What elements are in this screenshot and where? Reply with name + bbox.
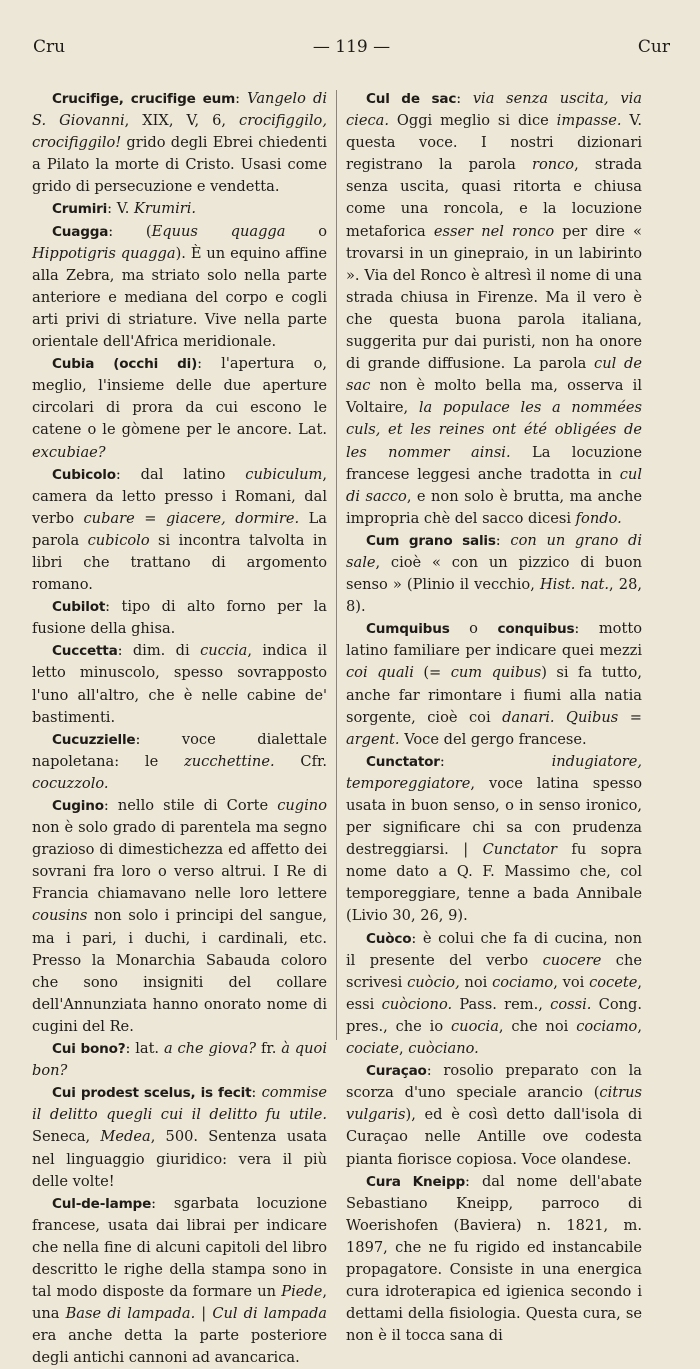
entry-text: noi (459, 973, 493, 991)
entry-italic-text: Medea (100, 1128, 151, 1146)
entry-italic-text: cuòcio, (407, 973, 460, 991)
entry-text: , e non solo è brutta, ma anche impropria chè del sacco dicesi (346, 487, 642, 527)
entry-text: Cfr. (274, 752, 328, 770)
entry-text: che scrivesi (346, 951, 642, 991)
entry-italic-text: citrus vulgaris (346, 1084, 642, 1124)
right-column (346, 88, 642, 1347)
entry-text: : ( (108, 222, 152, 240)
entry-text: o (285, 222, 328, 240)
entry-text: : (251, 1084, 262, 1102)
entry-italic-text: cul di sacco (346, 465, 642, 505)
entry-headword: Cuagga (52, 223, 109, 240)
entry-text: : V. (107, 200, 134, 218)
entry-text: , voi (553, 973, 590, 991)
entry-text: , cioè « con un pizzico di buon senso » (Plinio il vecchio, (346, 553, 642, 594)
dictionary-entry (32, 353, 327, 463)
entry-italic-text: Krumiri. (133, 200, 197, 218)
entry-italic-text: via senza uscita, via cieca. (346, 90, 642, 130)
entry-italic-text: Base di lampada. (65, 1305, 196, 1323)
entry-italic-text: à quoi bon? (32, 1040, 327, 1080)
entry-text: : motto latino familiare per indicare quei mezzi (346, 620, 642, 660)
entry-italic-text: Hippotigris quagga (32, 244, 176, 262)
entry-headword: Cunctator (366, 753, 440, 770)
entry-italic-text: cuccia (200, 642, 248, 660)
entry-italic-text: zucchettine. (184, 752, 275, 770)
entry-italic-text: excubiae? (32, 443, 106, 461)
entry-text: : (439, 752, 552, 770)
dictionary-entry (32, 464, 327, 597)
entry-italic-text: Cul di lampada (212, 1305, 327, 1323)
entry-italic-text: cugino (277, 797, 327, 814)
entry-text: non è molto bella ma, osserva il Voltaire, (346, 377, 642, 417)
entry-italic-text: indugiatore, temporeggiatore (346, 752, 642, 792)
entry-italic-text: cul de sac (346, 355, 643, 395)
dictionary-entry (32, 1038, 327, 1082)
entry-text: , indica il letto minuscolo, spesso sovrapposto l'uno all'altro, che è nelle cabine de' bastimenti. (32, 642, 327, 726)
entry-italic-text: con un grano di sale (346, 531, 642, 571)
entry-italic-text: cociamo (576, 1017, 638, 1035)
entry-text: : dal nome dell'abate Sebastiano Kneipp, parroco di Woerishofen (Baviera) n. 1821, m. 1897, che ne fu rigido ed instancabile propagatore. Consiste in una energica cura idroterapica ed igienica secondo i dettami della fisiologia. Questa cura, se non è il tocca sana di (346, 1172, 642, 1345)
entry-text: ) si fa tutto, anche far rimontare i fiumi alla natia sorgente, cioè coi (346, 664, 642, 726)
entry-italic-text: cossi. (550, 995, 592, 1013)
entry-text: : rosolio preparato con la scorza d'uno speciale arancio ( (346, 1062, 642, 1102)
entry-text: | (195, 1305, 213, 1323)
entry-italic-text: Equus quagga (151, 222, 286, 240)
entry-headword: Cubia (occhi di) (52, 356, 198, 373)
entry-italic-text: cubiculum (245, 465, 323, 483)
entry-text: Pass. rem., (452, 995, 551, 1013)
entry-headword: Cui prodest scelus, is fecit (52, 1085, 252, 1102)
entry-text: : tipo di alto forno per la fusione della ghisa. (32, 598, 327, 638)
entry-italic-text: Cunctator (482, 841, 557, 859)
entry-headword: Cubilot (52, 599, 106, 616)
entry-italic-text: cuocia (451, 1017, 499, 1035)
entry-italic-text: cociamo (492, 973, 554, 991)
entry-italic-text: cuòciano. (408, 1040, 479, 1058)
entry-text: , una (32, 1283, 327, 1323)
entry-text: : dal latino (115, 465, 246, 483)
entry-italic-text: fondo. (575, 509, 622, 527)
entry-italic-text: esser nel ronco (433, 222, 555, 240)
entry-text: , 500. Sentenza usata nel linguaggio giuridico: vera il più delle volte! (32, 1128, 327, 1190)
entry-italic-text: cociate (346, 1040, 400, 1058)
entry-text: , (637, 1017, 642, 1035)
entry-text: , 28, 8). (346, 576, 642, 616)
entry-italic-text: commise il delitto quegli cui il delitto fu utile. (32, 1084, 327, 1124)
entry-italic-text: impasse. (556, 112, 622, 130)
entry-text: : lat. (125, 1040, 164, 1058)
entry-text: (= (413, 664, 451, 682)
entry-headword: Cui bono? (52, 1041, 126, 1058)
entry-headword: Curaçao (366, 1063, 427, 1080)
dictionary-entry (346, 88, 642, 530)
entry-italic-text: cuòciono. (381, 995, 453, 1013)
dictionary-entry (32, 596, 327, 640)
entry-text: grido degli Ebrei chiedenti a Pilato la morte di Cristo. Usasi come grido di persecuzione e vendetta. (32, 134, 327, 196)
dictionary-entry (32, 795, 327, 1038)
entry-italic-text: ronco (531, 156, 575, 174)
dictionary-entry (32, 88, 327, 198)
entry-headword: Cumquibus (366, 621, 450, 638)
entry-text: si incontra talvolta in libri che trattano di argomento romano. (32, 531, 328, 594)
entry-text: , strada senza uscita, quasi ritorta e chiusa come una roncola, e la locuzione metaforica (346, 156, 642, 240)
entry-italic-text: la populace les a nommées culs, et les reines ont été obligées de les nommer ainsi. (346, 399, 643, 461)
entry-text: ). È un equino affine alla Zebra, ma striato solo nella parte anteriore e mediana del corpo e cogli arti privi di striature. Vive nella parte orientale dell'Africa meridionale. (32, 244, 328, 351)
entry-text: ), ed è così detto dall'isola di Curaçao nelle Antille ove codesta pianta fiorisce copiosa. Voce olandese. (346, 1106, 642, 1168)
entry-headword: Cugino (52, 798, 104, 814)
entry-italic-text: coi quali (346, 664, 414, 682)
dictionary-entry (32, 729, 327, 795)
entry-italic-text: Piede (281, 1283, 323, 1301)
entry-headword: Cuòco (366, 930, 412, 947)
entry-headword: Cul-de-lampe (52, 1195, 152, 1212)
dictionary-entry (32, 640, 327, 728)
entry-italic-text: cum quibus (450, 664, 542, 682)
entry-headword: Crumiri (52, 201, 108, 218)
dictionary-entry (346, 618, 642, 751)
entry-connector: o (449, 620, 498, 638)
left-column (32, 88, 327, 1369)
entry-headword: Cura Kneipp (366, 1173, 466, 1190)
dictionary-entry (346, 751, 642, 928)
page-header (33, 36, 670, 58)
entry-headword: Cum grano salis (366, 532, 496, 549)
entry-text: fr. (256, 1040, 282, 1058)
entry-italic-text: cocuzzolo. (32, 774, 109, 792)
page-number: — 119 — (312, 37, 391, 57)
entry-text: : sgarbata locuzione francese, usata dai librai per indicare che nella fine di alcuni capitoli del libro descritto le righe della stampa sono in tal modo disposte da formare un (32, 1194, 327, 1301)
entry-italic-text: danari. Quibus = argent. (346, 708, 642, 748)
entry-text: era anche detta la parte posteriore degli antichi cannoni ad avancarica. (32, 1327, 327, 1367)
dictionary-entry (32, 1082, 327, 1192)
entry-text: , (399, 1040, 409, 1058)
entry-text: , voce latina spesso usata in buon senso, o in senso ironico, per significare chi sa con prudenza destreggiarsi. | (346, 774, 642, 859)
entry-headword: Cul de sac (366, 91, 457, 107)
entry-text: : (456, 90, 473, 107)
entry-text: : nello stile di Corte (103, 797, 278, 814)
dictionary-entry (32, 1193, 327, 1369)
entry-text: , camera da letto presso i Romani, dal verbo (32, 465, 327, 527)
entry-text: Seneca, (32, 1128, 101, 1146)
entry-text: fu sopra nome dato a Q. F. Massimo che, col temporeggiare, tenne a bada Annibale (Livio 30, 26, 9). (346, 841, 642, 925)
entry-italic-text: cousins (32, 907, 88, 925)
entry-text: : (235, 90, 248, 107)
entry-text: : voce dialettale napoletana: le (32, 730, 327, 770)
entry-italic-text: cuocere (542, 951, 602, 969)
entry-italic-text: crocifiggilo, crocifiggilo! (32, 112, 327, 152)
entry-text: : l'apertura o, meglio, l'insieme delle due aperture circolari di prora da cui escono le catene o le gòmene per le ancore. Lat. (32, 355, 327, 439)
header-right-guide-word: Cur (637, 37, 670, 57)
entry-text: , essi (346, 973, 642, 1013)
entry-italic-text: cocete (589, 973, 638, 991)
entry-italic-text: a che giova? (163, 1040, 257, 1058)
entry-text: Voce del gergo francese. (399, 730, 587, 748)
dictionary-entry (32, 198, 327, 220)
entry-text: La parola (32, 509, 328, 549)
entry-text: : (495, 531, 511, 549)
entry-text: non solo i principi del sangue, ma i pari, i duchi, i cardinali, etc. Presso la Monarchia Sabauda coloro che sono insigniti del collare dell'Annunziata hanno onorato nome di cugini del Re. (32, 907, 327, 1035)
dictionary-entry (346, 1171, 642, 1348)
entry-headword: Crucifige, crucifige eum (52, 91, 236, 107)
entry-text: Oggi meglio si dice (389, 112, 557, 130)
dictionary-entry (32, 221, 327, 354)
entry-text: : è colui che fa di cucina, non il presente del verbo (346, 929, 642, 969)
entry-text: , che noi (498, 1017, 577, 1035)
dictionary-entry (346, 928, 642, 1061)
entry-text: non è solo grado di parentela ma segno grazioso di dimestichezza ed affetto dei sovrani fra loro o verso altrui. I Re di Francia chiamavano nelle loro lettere (32, 819, 327, 903)
entry-italic-text: Vangelo di S. Giovanni (32, 90, 327, 130)
entry-text: , XIX, V, 6, (124, 112, 240, 130)
entry-text: Cong. pres., che io (346, 995, 642, 1035)
dictionary-entry (346, 530, 642, 618)
entry-text: per dire « trovarsi in un ginepraio, in un labirinto ». Via del Ronco è altresì il nome di una strada chiusa in Firenze. Ma il vero è che questa buona parola italiana, suggerita pur dai puristi, non ha onore di grande diffusione. La parola (346, 222, 642, 373)
entry-text: : dim. di (117, 642, 201, 660)
entry-italic-text: cubicolo (87, 531, 150, 549)
entry-headword-variant: conquibus (497, 621, 575, 638)
entry-text: V. questa voce. I nostri dizionari registrano la parola (346, 112, 642, 174)
entry-headword: Cubicolo (52, 466, 116, 483)
header-left-guide-word: Cru (33, 37, 66, 57)
entry-headword: Cucuzzielle (52, 731, 136, 748)
column-divider (336, 90, 337, 1040)
entry-headword: Cuccetta (52, 643, 118, 660)
entry-italic-text: Hist. nat. (539, 576, 610, 594)
entry-italic-text: cubare = giacere, dormire. (83, 509, 300, 527)
entry-text: La locuzione francese leggesi anche tradotta in (346, 443, 643, 483)
dictionary-entry (346, 1060, 642, 1170)
